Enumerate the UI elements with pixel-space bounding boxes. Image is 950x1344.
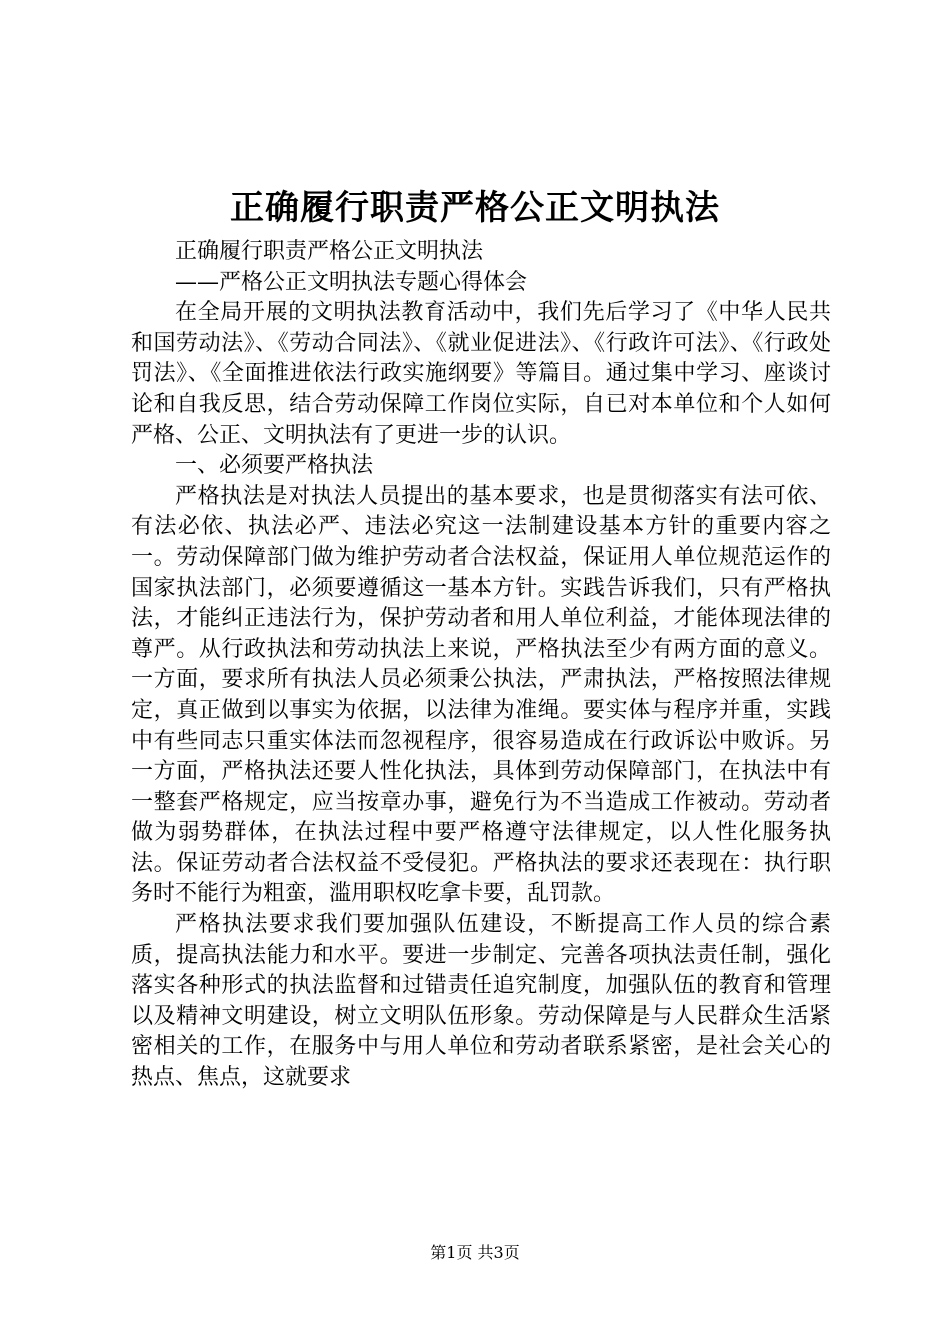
body-paragraph: 严格执法是对执法人员提出的基本要求，也是贯彻落实有法可依、有法必依、执法必严、违法必究这一法制建设基本方针的重要内容之一。劳动保障部门做为维护劳动者合法权益，保证用人单位规范运作的国家执法部门，必须要遵循这一基本方针。实践告诉我们，只有严格执法，才能纠正违法行为，保护劳动者和用人单位利益，才能体现法律的尊严。从行政执法和劳动执法上来说，严格执法至少有两方面的意义。一方面，要求所有执法人员必须秉公执法，严肃执法，严格按照法律规定，真正做到以事实为依据，以法律为准绳。要实体与程序并重，实践中有些同志只重实体法而忽视程序，很容易造成在行政诉讼中败诉。另一方面，严格执法还要人性化执法，具体到劳动保障部门，在执法中有一整套严格规定，应当按章办事，避免行为不当造成工作被动。劳动者做为弱势群体，在执法过程中要严格遵守法律规定，以人性化服务执法。保证劳动者合法权益不受侵犯。严格执法的要求还表现在：执行职务时不能行为粗蛮，滥用职权吃拿卡要，乱罚款。 — [131, 483, 831, 907]
subtitle-line: 正确履行职责严格公正文明执法 — [175, 239, 484, 264]
document-body — [131, 237, 831, 1094]
subtitle-line: ——严格公正文明执法专题心得体会 — [175, 269, 528, 295]
page-footer: 第1页 共3页 — [430, 1243, 520, 1262]
section-heading: 一、必须要严格执法 — [175, 453, 374, 479]
body-paragraph: 严格执法要求我们要加强队伍建设，不断提高工作人员的综合素质，提高执法能力和水平。要进一步制定、完善各项执法责任制，强化落实各种形式的执法监督和过错责任追究制度，加强队伍的教育和管理以及精神文明建设，树立文明队伍形象。劳动保障是与人民群众生活紧密相关的工作，在服务中与用人单位和劳动者联系紧密，是社会关心的热点、焦点，这就要求 — [131, 912, 831, 1091]
body-paragraph: 在全局开展的文明执法教育活动中，我们先后学习了《中华人民共和国劳动法》、《劳动合同法》、《就业促进法》、《行政许可法》、《行政处罚法》、《全面推进依法行政实施纲要》等篇目。通过集中学习、座谈讨论和自我反思，结合劳动保障工作岗位实际，自已对本单位和个人如何严格、公正、文明执法有了更进一步的认识。 — [131, 300, 831, 448]
document-title: 正确履行职责严格公正文明执法 — [230, 188, 720, 228]
